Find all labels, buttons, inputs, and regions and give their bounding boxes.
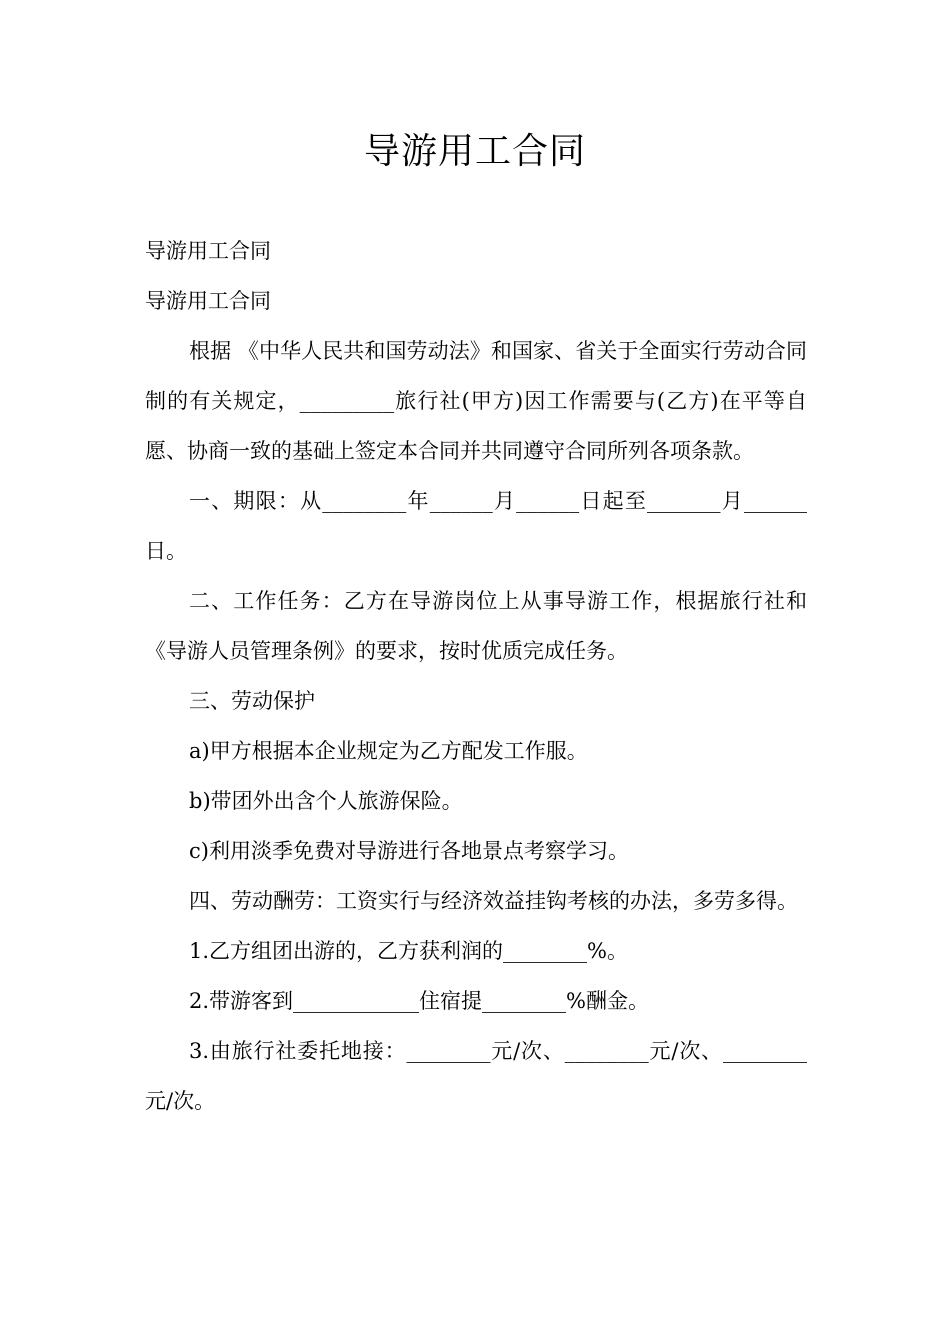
paragraph-remuneration-3: 3.由旅行社委托地接：________元/次、________元/次、________元/次。	[145, 1039, 807, 1113]
paragraph-protection-b: b)带团外出含个人旅游保险。	[189, 789, 463, 813]
paragraph-protection: 三、劳动保护	[189, 689, 315, 713]
paragraph-protection-c: c)利用淡季免费对导游进行各地景点考察学习。	[189, 839, 629, 863]
paragraph-preamble: 根据 《中华人民共和国劳动法》和国家、省关于全面实行劳动合同制的有关规定，_________旅行社(甲方)因工作需要与(乙方)在平等自愿、协商一致的基础上签定本合同并共同遵守合同所列各项条款。	[145, 339, 807, 463]
paragraph-tasks: 二、工作任务：乙方在导游岗位上从事导游工作，根据旅行社和《导游人员管理条例》的要求，按时优质完成任务。	[145, 589, 807, 663]
paragraph-heading-2: 导游用工合同	[145, 289, 271, 313]
document-body	[145, 226, 807, 1126]
paragraph-remuneration: 四、劳动酬劳：工资实行与经济效益挂钩考核的办法，多劳多得。	[189, 889, 798, 913]
paragraph-term: 一、期限：从________年______月______日起至_______月______日。	[145, 489, 807, 563]
document-title: 导游用工合同	[363, 131, 586, 172]
paragraph-remuneration-2: 2.带游客到____________住宿提________%酬金。	[189, 989, 649, 1013]
paragraph-heading-1: 导游用工合同	[145, 239, 271, 263]
paragraph-protection-a: a)甲方根据本企业规定为乙方配发工作服。	[189, 739, 588, 763]
paragraph-remuneration-1: 1.乙方组团出游的，乙方获利润的________%。	[189, 939, 628, 963]
